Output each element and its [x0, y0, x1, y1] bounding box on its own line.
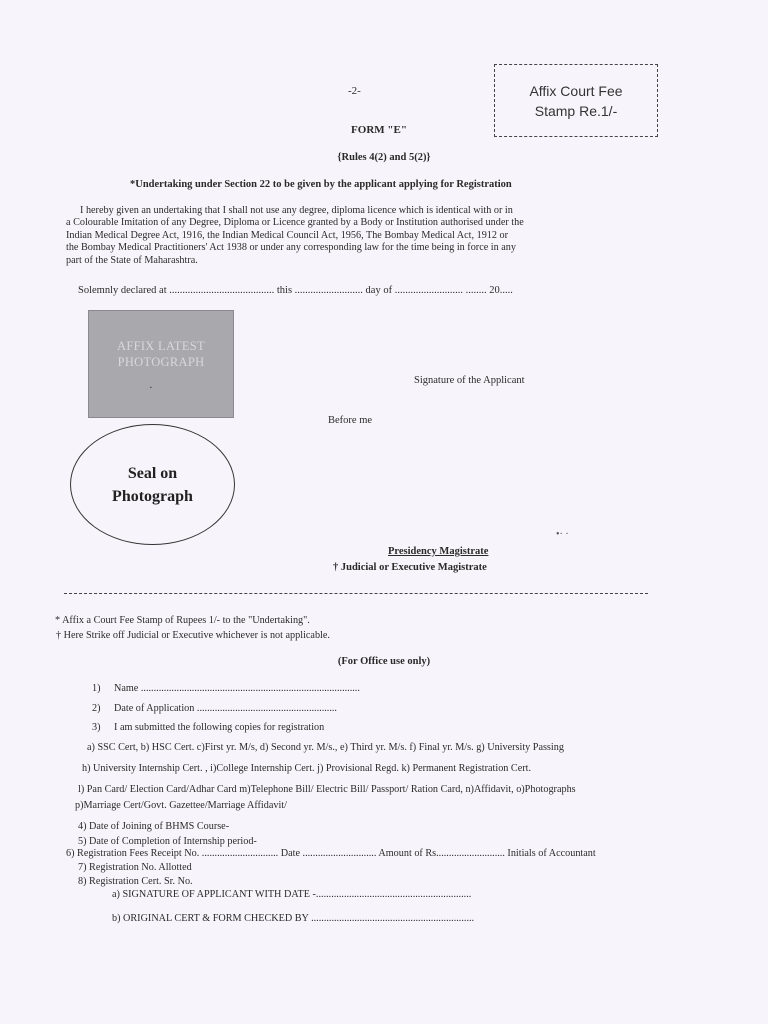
original-cert-checked-by: b) ORIGINAL CERT & FORM CHECKED BY ................................................................	[112, 913, 475, 924]
solemnly-declared-line: Solemnly declared at ........................................ this .......................... day of .......................... ........ 20.....	[78, 285, 513, 296]
office-item-internship-completion: 5) Date of Completion of Internship period-	[78, 836, 257, 847]
item-text: Date of Application .......................................................	[114, 703, 337, 714]
item-text: I am submitted the following copies for registration	[114, 722, 325, 733]
body-line-5: part of the State of Maharashtra.	[66, 254, 198, 266]
signature-of-applicant: Signature of the Applicant	[414, 375, 525, 386]
office-item-registration-cert: 8) Registration Cert. Sr. No.	[78, 876, 193, 887]
office-item-date-of-application	[92, 703, 337, 714]
body-line	[66, 205, 586, 217]
office-use-heading: (For Office use only)	[337, 656, 431, 667]
office-item-bhms-joining: 4) Date of Joining of BHMS Course-	[78, 821, 230, 832]
body-line-3: Indian Medical Degree Act, 1916, the Indian Medical Council Act, 1956, The Bombay Medical Act, 1912 or	[66, 229, 509, 241]
stray-marks: •· ·	[556, 529, 569, 540]
office-item-copies	[92, 722, 324, 733]
stamp-line-1: Affix Court Fee	[529, 82, 623, 99]
photo-dot: .	[149, 379, 153, 391]
seal-on-photograph-oval	[70, 424, 235, 545]
photograph-placeholder	[88, 310, 234, 418]
body-line-2: a Colourable Imitation of any Degree, Diploma or Licence granted by a Body or Institution authorised under the	[66, 217, 524, 229]
judicial-executive-magistrate: † Judicial or Executive Magistrate	[333, 562, 487, 573]
dashed-divider	[64, 593, 648, 594]
photo-line-2: PHOTOGRAPH	[117, 355, 205, 369]
item-number: 2)	[92, 703, 101, 714]
photo-line-1: AFFIX LATEST	[117, 339, 205, 353]
footnote-court-fee: * Affix a Court Fee Stamp of Rupees 1/- to the "Undertaking".	[55, 615, 310, 626]
undertaking-heading: *Undertaking under Section 22 to be given by the applicant applying for Registration	[130, 179, 512, 190]
undertaking-body	[66, 205, 586, 267]
page-number: -2-	[348, 85, 361, 97]
office-item-registration-no: 7) Registration No. Allotted	[78, 862, 192, 873]
documents-list-p: p)Marriage Cert/Govt. Gazettee/Marriage Affidavit/	[75, 800, 287, 811]
body-line-4: the Bombay Medical Practitioners' Act 1938 or under any corresponding law for the time being in force in any	[66, 242, 516, 254]
rules-reference: {Rules 4(2) and 5(2)}	[337, 152, 431, 163]
signature-of-applicant-with-date: a) SIGNATURE OF APPLICANT WITH DATE -.............................................................	[112, 889, 472, 900]
presidency-magistrate: Presidency Magistrate	[388, 546, 489, 557]
documents-list-l: l) Pan Card/ Election Card/Adhar Card m)Telephone Bill/ Electric Bill/ Passport/ Ration Card, n)Affidavit, o)Photographs	[78, 784, 576, 795]
before-me: Before me	[328, 415, 373, 426]
office-item-name	[92, 683, 360, 694]
form-title	[0, 124, 768, 136]
office-item-fees-receipt: 6) Registration Fees Receipt No. .............................. Date ............................. Amount of Rs........................... Initials of Accountant	[66, 848, 596, 859]
documents-list-h: h) University Internship Cert. , i)College Internship Cert. j) Provisional Regd. k) Permanent Registration Cert.	[82, 763, 532, 774]
item-text: Name ......................................................................................	[114, 683, 360, 694]
form-title-text: FORM "E"	[351, 124, 407, 136]
footnote-strike-off: † Here Strike off Judicial or Executive whichever is not applicable.	[56, 630, 330, 641]
stamp-line-2: Stamp Re.1/-	[534, 102, 618, 119]
seal-line-2: Photograph	[112, 487, 193, 505]
item-number: 3)	[92, 722, 101, 733]
documents-list-a: a) SSC Cert, b) HSC Cert. c)First yr. M/s, d) Second yr. M/s., e) Third yr. M/s. f) Final yr. M/s. g) University Passing	[87, 742, 564, 753]
seal-line-1: Seal on	[127, 464, 178, 482]
body-line-1: I hereby given an undertaking that I shall not use any degree, diploma licence which is identical with or in	[80, 205, 513, 216]
item-number: 1)	[92, 683, 101, 694]
